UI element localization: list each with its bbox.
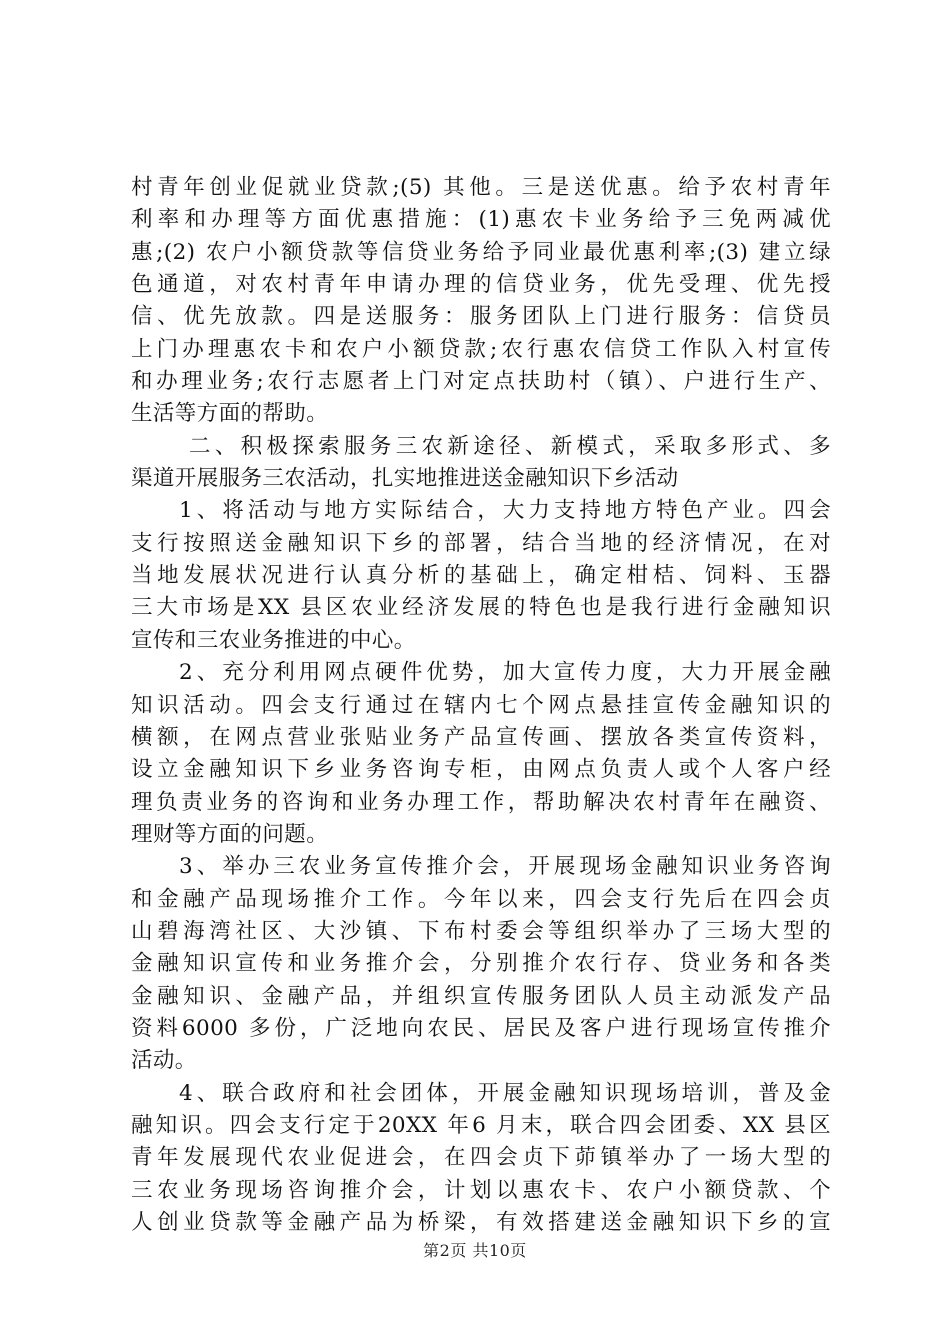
text-line: 和办理业务;农行志愿者上门对定点扶助村（镇）、户进行生产、 — [131, 369, 831, 395]
section-heading-line: 渠道开展服务三农活动，扎实地推进送金融知识下乡活动 — [131, 466, 679, 492]
text-line: 当地发展状况进行认真分析的基础上，确定柑桔、饲料、玉器 — [131, 563, 831, 589]
text-line: 支行按照送金融知识下乡的部署，结合当地的经济情况，在对 — [131, 530, 831, 556]
text-line: 村青年创业促就业贷款;(5) 其他。三是送优惠。给予农村青年 — [131, 175, 831, 200]
text-line: 理财等方面的问题。 — [131, 821, 329, 847]
text-line: 山碧海湾社区、大沙镇、下布村委会等组织举办了三场大型的 — [131, 918, 831, 944]
section-heading-line: 二、积极探索服务三农新途径、新模式，采取多形式、多 — [189, 433, 831, 459]
text-line: 生活等方面的帮助。 — [131, 401, 329, 427]
text-line: 金融知识、金融产品，并组织宣传服务团队人员主动派发产品 — [131, 983, 831, 1009]
text-line: 色通道，对农村青年申请办理的信贷业务，优先受理、优先授 — [131, 272, 831, 298]
page-number-footer: 第2页 共10页 — [423, 1241, 527, 1260]
text-line: 横额，在网点营业张贴业务产品宣传画、摆放各类宣传资料， — [131, 724, 831, 750]
text-line: 信、优先放款。四是送服务：服务团队上门进行服务：信贷员 — [131, 304, 831, 330]
text-line: 金融知识宣传和业务推介会，分别推介农行存、贷业务和各类 — [131, 951, 831, 977]
text-line: 知识活动。四会支行通过在辖内七个网点悬挂宣传金融知识的 — [131, 692, 831, 718]
text-line: 宣传和三农业务推进的中心。 — [131, 627, 416, 653]
paragraph-first-line: 4、联合政府和社会团体，开展金融知识现场培训，普及金 — [179, 1080, 831, 1106]
text-line: 人创业贷款等金融产品为桥梁，有效搭建送金融知识下乡的宣 — [131, 1210, 831, 1235]
paragraph-first-line: 1、将活动与地方实际结合，大力支持地方特色产业。四会 — [179, 498, 831, 524]
body-text — [131, 172, 831, 1239]
text-line: 活动。 — [131, 1048, 197, 1074]
paragraph-first-line: 2、充分利用网点硬件优势，加大宣传力度，大力开展金融 — [179, 660, 831, 686]
text-line: 青年发展现代农业促进会，在四会贞下茆镇举办了一场大型的 — [131, 1145, 831, 1171]
text-line: 设立金融知识下乡业务咨询专柜，由网点负责人或个人客户经 — [131, 757, 831, 783]
text-line: 融知识。四会支行定于20XX 年6 月末，联合四会团委、XX 县区 — [131, 1112, 831, 1138]
text-line: 上门办理惠农卡和农户小额贷款;农行惠农信贷工作队入村宣传 — [131, 336, 831, 362]
text-line: 理负责业务的咨询和业务办理工作，帮助解决农村青年在融资、 — [131, 789, 831, 815]
text-line: 和金融产品现场推介工作。今年以来，四会支行先后在四会贞 — [131, 886, 831, 912]
text-line: 利率和办理等方面优惠措施：(1)惠农卡业务给予三免两减优 — [131, 207, 831, 233]
text-line: 资料6000 多份，广泛地向农民、居民及客户进行现场宣传推介 — [131, 1015, 831, 1041]
text-line: 惠;(2) 农户小额贷款等信贷业务给予同业最优惠利率;(3) 建立绿 — [131, 239, 831, 265]
paragraph-first-line: 3、举办三农业务宣传推介会，开展现场金融知识业务咨询 — [179, 854, 831, 880]
text-line: 三农业务现场咨询推介会，计划以惠农卡、农户小额贷款、个 — [131, 1177, 831, 1203]
text-line: 三大市场是XX 县区农业经济发展的特色也是我行进行金融知识 — [131, 595, 831, 621]
